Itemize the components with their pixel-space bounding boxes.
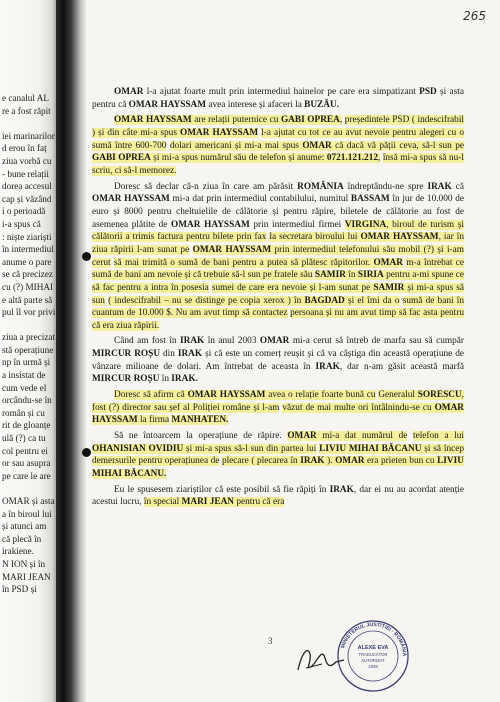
- named-entity: IRAK.: [171, 374, 198, 385]
- text-run: în: [345, 270, 358, 281]
- text-run: pentru că era: [234, 497, 285, 508]
- text-run: întrebat de aceasta în: [224, 361, 316, 372]
- text-run: la secretara biroului lui: [269, 232, 361, 243]
- text-run: marfa sau să cumpăr: [383, 336, 464, 347]
- text-run: mi-a cerut să întreb de: [289, 336, 381, 347]
- text-run: avea o relație foarte bună cu: [265, 390, 376, 401]
- strip-line: N ION și în: [2, 558, 46, 569]
- text-run: Doresc să afirm că: [114, 390, 188, 401]
- text-run: din: [160, 349, 178, 360]
- paragraph: [92, 430, 464, 481]
- strip-line: ziua a precizat: [2, 332, 56, 343]
- punch-hole: [82, 448, 91, 457]
- named-entity: BAGDAD: [304, 295, 345, 306]
- text-run: mi-a dat numărul de: [316, 431, 408, 442]
- strip-line: cu (?) MIHAI: [2, 281, 54, 292]
- binding-shadow: [56, 0, 86, 702]
- named-entity: OMAR: [287, 431, 317, 442]
- named-entity: MANHATEN.: [171, 415, 229, 426]
- text-run: plecare ( plecarea în: [221, 456, 301, 467]
- named-entity: OMAR HAYSSAM: [92, 194, 170, 205]
- paragraph: [92, 86, 464, 111]
- text-run: Doresc să declar că-n ziua în care am părăsit: [114, 181, 298, 192]
- seal-ring-text: MINISTERUL JUSTIȚIEI · ROMÂNIA: [340, 621, 408, 657]
- strip-line: pul îl vor privi: [2, 307, 56, 318]
- text-run: și mi-a spus numărul său de telefon și anume:: [150, 153, 327, 164]
- strip-line: col pentru ei: [2, 445, 48, 456]
- named-entity: OMAR HAYSSAM: [128, 99, 207, 110]
- strip-line: se că precizez: [2, 269, 53, 280]
- strip-line: rit de gloanțe: [2, 420, 51, 431]
- paragraph: [92, 181, 464, 333]
- strip-line: a în biroul lui: [2, 508, 52, 519]
- text-run: în anul 2003: [204, 336, 260, 347]
- text-run: ( indescifrabil – nu se distinge pe copia xerox ) în: [108, 295, 305, 306]
- named-entity: OMAR: [259, 336, 290, 347]
- strip-line: e altă parte să: [2, 294, 53, 305]
- strip-line: a insistat de: [2, 370, 46, 381]
- text-run: simpatizant: [372, 87, 420, 97]
- previous-page-edge: [0, 0, 62, 702]
- strip-line: cum vede el: [2, 382, 47, 393]
- strip-line: i o perioadă: [2, 206, 46, 217]
- text-run: însă mi-a spus să nu-l scriu, ci să-l memorez.: [92, 153, 464, 176]
- text-run: m-a întrebat ce sumă de bani am nevoie și că trebuie să-l sun pe fratele său: [92, 257, 465, 281]
- text-run: nu au acordat atenție acestui lucru,: [92, 484, 464, 508]
- named-entity: SIRIA: [357, 270, 384, 281]
- named-entity: MIHAI BĂCANU.: [92, 469, 167, 480]
- named-entity: OMAR HAYSSAM: [360, 232, 439, 243]
- strip-line: ziua vorbă cu: [2, 155, 52, 166]
- strip-line: [2, 319, 60, 332]
- text-run: mi-a dat prin: [169, 194, 222, 205]
- strip-line: - bune relații: [2, 168, 49, 179]
- strip-line: stă operațiune: [2, 344, 54, 355]
- text-run: sumă de bani în cuantum de 10.000 $. Nu am avut timp să contactez: [92, 295, 464, 319]
- text-run: , dar ei: [353, 484, 382, 495]
- text-run: în special: [143, 497, 182, 508]
- translator-seal-icon: [335, 618, 411, 694]
- paragraph: [92, 484, 464, 509]
- named-entity: OMAR HAYSSAM: [180, 127, 259, 138]
- text-run: pentru a-mi spune ce să fac pentru a intra în posesia: [92, 270, 464, 293]
- text-run: în jur de 10.000 de euro și 8000: [92, 194, 465, 217]
- named-entity: OMAR HAYSSAM: [114, 115, 192, 126]
- text-run: că dacă vă pății ceva, să-l sun pe: [331, 140, 464, 151]
- named-entity: GABI OPREA: [280, 115, 340, 126]
- named-entity: MIRCUR ROȘU: [92, 349, 161, 360]
- previous-page-text: [2, 92, 60, 596]
- named-entity: VIRGINA: [344, 219, 387, 230]
- strip-line: cap și văzând: [2, 193, 52, 204]
- text-run: ,: [339, 115, 343, 126]
- strip-line: OMAR și asta: [2, 496, 55, 506]
- text-run: și asta pentru că: [92, 87, 464, 110]
- paragraph: [92, 335, 464, 386]
- strip-line: MARI JEAN: [2, 571, 51, 582]
- named-entity: MARI JEAN: [181, 497, 235, 508]
- text-run: și mi-a spus să-l sun din partea lui: [183, 443, 317, 454]
- strip-line: român și cu: [2, 407, 45, 418]
- text-run: și că este un comerț reușit: [202, 349, 305, 360]
- named-entity: IRAK: [177, 349, 203, 360]
- named-entity: PSD: [419, 87, 437, 97]
- paragraph: [92, 389, 464, 427]
- text-run: îndreptându-ne spre: [347, 181, 428, 192]
- text-run: intermediul contabilului, numitul: [224, 194, 351, 205]
- strip-line: că plecă în: [2, 533, 42, 544]
- text-run: și mi-a spus să sun: [92, 282, 464, 306]
- strip-line: d erou în faț: [2, 143, 47, 154]
- text-run: președintele PSD ( indescifrabil ) și din câte mi-a spus: [92, 115, 464, 138]
- text-run: , iar în ziua răpirii l-am sunat pe: [92, 232, 464, 255]
- text-run: și să încep demersurile pentru operațiunea de: [92, 443, 465, 467]
- declaration-body: [92, 86, 464, 512]
- text-run: , biroul de turism și călătorii a trimis factura pentru bilete prin fax: [92, 219, 464, 243]
- strip-line: e canalul AL: [2, 93, 49, 103]
- named-entity: OHANISIAN OVIDIU: [92, 443, 184, 454]
- text-run: ,: [378, 153, 381, 164]
- strip-line: anume o pare: [2, 256, 52, 267]
- text-run: văzut de mai multe ori întâlnindu-se cu: [282, 402, 435, 413]
- named-entity: OMAR HAYSSAM: [171, 219, 250, 230]
- named-entity: IRAK: [427, 181, 452, 192]
- strip-line: în intermediul: [2, 244, 54, 255]
- named-entity: 0721.121.212: [326, 153, 378, 164]
- text-run: la firma: [137, 415, 170, 426]
- named-entity: BUZĂU.: [304, 99, 340, 110]
- text-run: avea interese și: [206, 99, 266, 110]
- text-run: că: [451, 181, 464, 192]
- strip-line: or sau asupra: [2, 458, 51, 469]
- named-entity: OMAR: [373, 257, 403, 268]
- named-entity: SAMIR: [373, 282, 405, 293]
- named-entity: IRAK: [300, 456, 325, 467]
- strip-line: în PSD și: [2, 584, 37, 595]
- strip-line: : niște ziariști: [2, 231, 52, 242]
- text-run: are relații puternice cu: [191, 115, 281, 126]
- text-run: afaceri la: [267, 99, 305, 110]
- text-run: pentru cheltuielile de călătorie și pentru răpire, biletele de călătorie au fost: [147, 206, 451, 217]
- punch-hole: [82, 252, 91, 261]
- strip-line: irakiene.: [2, 546, 34, 557]
- text-run: l-a ajutat foarte mult prin intermediul hainelor pe care era: [143, 87, 370, 97]
- page-number: 3: [268, 636, 273, 646]
- text-run: , fost (?) director sau șef al Poliției române și l-am: [92, 390, 464, 413]
- strip-line: np în urmă și: [2, 357, 51, 368]
- seal-number: 2348: [368, 664, 378, 669]
- named-entity: SORESCU: [417, 390, 462, 401]
- text-run: ).: [324, 456, 336, 467]
- strip-line: [2, 482, 60, 495]
- text-run: l-a ajutat cu tot ce au avut nevoie pentru alegeri cu o sumă între 600-700: [92, 127, 465, 151]
- named-entity: OMAR HAYSSAM: [92, 402, 464, 426]
- named-entity: GABI OPREA: [92, 153, 151, 164]
- strip-line: re a fost răpit: [2, 105, 51, 116]
- text-run: era prieten bun cu: [364, 456, 438, 467]
- text-run: persoana și nu am avut timp să fac asta pentru că era ziua răpirii.: [92, 308, 464, 331]
- named-entity: IRAK: [315, 361, 340, 372]
- strip-line: [2, 117, 60, 130]
- strip-line: și atunci am: [2, 521, 47, 532]
- named-entity: IRAK: [329, 484, 354, 495]
- named-entity: BASSAM: [350, 194, 390, 205]
- named-entity: ROMÂNIA: [297, 181, 344, 192]
- strip-line: orcându-se în: [2, 395, 52, 406]
- strip-line: i-a spus că: [2, 218, 41, 229]
- text-run: Generalul: [378, 390, 418, 401]
- named-entity: OMAR: [335, 456, 365, 467]
- named-entity: MIRCUR ROȘU: [92, 374, 160, 385]
- text-run: de asemenea plătite de: [92, 206, 465, 230]
- text-run: Să ne întoarcem la operațiune de răpire.: [114, 431, 288, 442]
- text-run: și el îmi da o: [344, 295, 400, 306]
- named-entity: OMAR HAYSSAM: [192, 244, 272, 255]
- page-reference-number: 265: [463, 9, 486, 23]
- named-entity: IRAK: [179, 336, 205, 347]
- strip-line: iei marinarilor: [2, 130, 55, 141]
- text-run: în: [161, 374, 172, 385]
- text-run: Când am fost în: [114, 336, 180, 347]
- strip-line: ulă (?) ca tu: [2, 433, 46, 444]
- text-run: și că va câștiga din această operațiune de vânzare milioane de dolari. Am: [92, 349, 464, 372]
- strip-line: pe care le are: [2, 470, 51, 481]
- text-run: telefon a lui: [413, 431, 465, 442]
- text-run: sumei de care era nevoie și l-am sunat pe: [211, 282, 374, 293]
- named-entity: LIVIU: [437, 456, 464, 467]
- named-entity: OMAR HAYSSAM: [187, 390, 266, 401]
- text-run: să mai trimită o sumă de bani pentru a putea să plătesc răpitorilor.: [113, 257, 374, 268]
- seal-status: AUTORIZAT: [361, 658, 385, 663]
- named-entity: OMAR: [114, 87, 144, 97]
- text-run: Eu le spusesem ziariștilor că este posibil să fie răpiți în: [114, 484, 330, 495]
- named-entity: SAMIR: [314, 270, 346, 281]
- seal-name: ALEXE EVA: [357, 645, 389, 651]
- text-run: dolari americani și mi-a mai spus: [169, 140, 303, 151]
- paragraph: [92, 114, 464, 177]
- text-run: prin intermediul firmei: [249, 219, 342, 230]
- strip-line: dorea accesul: [2, 181, 52, 192]
- named-entity: OMAR: [302, 140, 332, 151]
- text-run: , dar n-am găsit această marfă: [339, 361, 464, 372]
- text-run: prin intermediul telefonului său mobil (?) și i-am cerut: [92, 244, 464, 268]
- named-entity: LIVIU MIHAI BĂCANU: [319, 443, 422, 454]
- seal-role: TRADUCĂTOR: [358, 652, 388, 657]
